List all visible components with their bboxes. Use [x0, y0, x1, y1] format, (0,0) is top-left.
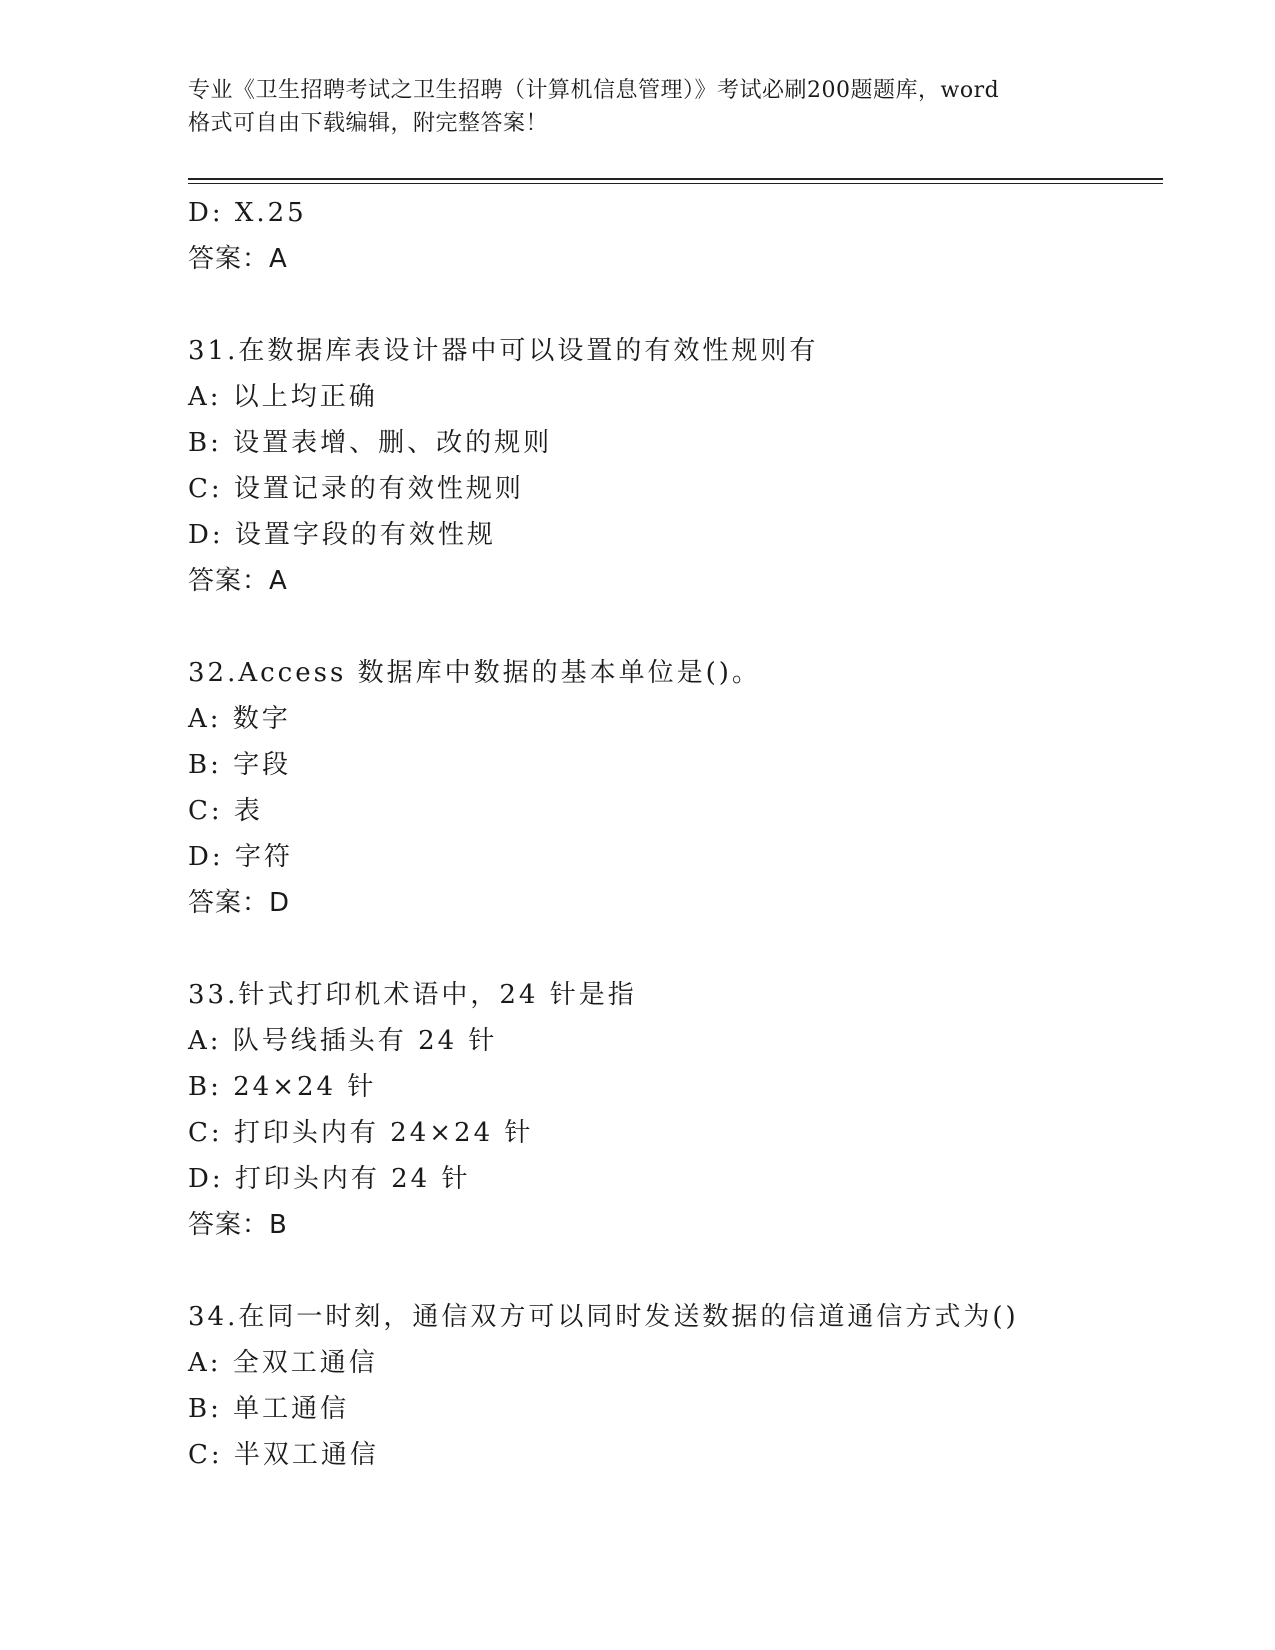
- spacer: [188, 282, 1163, 328]
- spacer: [188, 1248, 1163, 1294]
- question-block-33: [188, 972, 1163, 1248]
- option-b: B: 24×24 针: [188, 1072, 377, 1102]
- question-text: 34.在同一时刻，通信双方可以同时发送数据的信道通信方式为(): [188, 1302, 1019, 1332]
- option-c: C: 设置记录的有效性规则: [188, 474, 524, 504]
- question-text: 33.针式打印机术语中，24 针是指: [188, 980, 637, 1010]
- option-b: B: 设置表增、删、改的规则: [188, 428, 553, 458]
- question-text: 32.Access 数据库中数据的基本单位是()。: [188, 658, 761, 688]
- option-b: B: 字段: [188, 750, 292, 780]
- carryover-option-d: D: X.25: [188, 198, 307, 228]
- document-body: [188, 190, 1163, 1478]
- option-a: A: 以上均正确: [188, 382, 378, 412]
- option-c: C: 打印头内有 24×24 针: [188, 1118, 534, 1148]
- header-divider-thick: [188, 178, 1163, 180]
- header-line-2: 格式可自由下载编辑，附完整答案！: [188, 111, 549, 136]
- option-c: C: 半双工通信: [188, 1440, 379, 1470]
- question-block-32: [188, 650, 1163, 926]
- option-a: A: 数字: [188, 704, 291, 734]
- header-divider-thin: [188, 183, 1163, 184]
- answer: 答案：D: [188, 888, 291, 918]
- option-d: D: 打印头内有 24 针: [188, 1164, 471, 1194]
- option-b: B: 单工通信: [188, 1394, 350, 1424]
- option-c: C: 表: [188, 796, 263, 826]
- carryover-answer: 答案：A: [188, 244, 288, 274]
- option-d: D: 设置字段的有效性规: [188, 520, 496, 550]
- question-block-34: [188, 1294, 1163, 1478]
- option-a: A: 队号线插头有 24 针: [188, 1026, 498, 1056]
- option-a: A: 全双工通信: [188, 1348, 378, 1378]
- spacer: [188, 604, 1163, 650]
- question-text: 31.在数据库表设计器中可以设置的有效性规则有: [188, 336, 819, 366]
- document-header: [188, 74, 1088, 140]
- answer: 答案：A: [188, 566, 288, 596]
- header-line-1: 专业《卫生招聘考试之卫生招聘（计算机信息管理）》考试必刷200题题库，word: [188, 78, 1000, 103]
- option-d: D: 字符: [188, 842, 293, 872]
- spacer: [188, 926, 1163, 972]
- answer: 答案：B: [188, 1210, 288, 1240]
- question-block-31: [188, 328, 1163, 604]
